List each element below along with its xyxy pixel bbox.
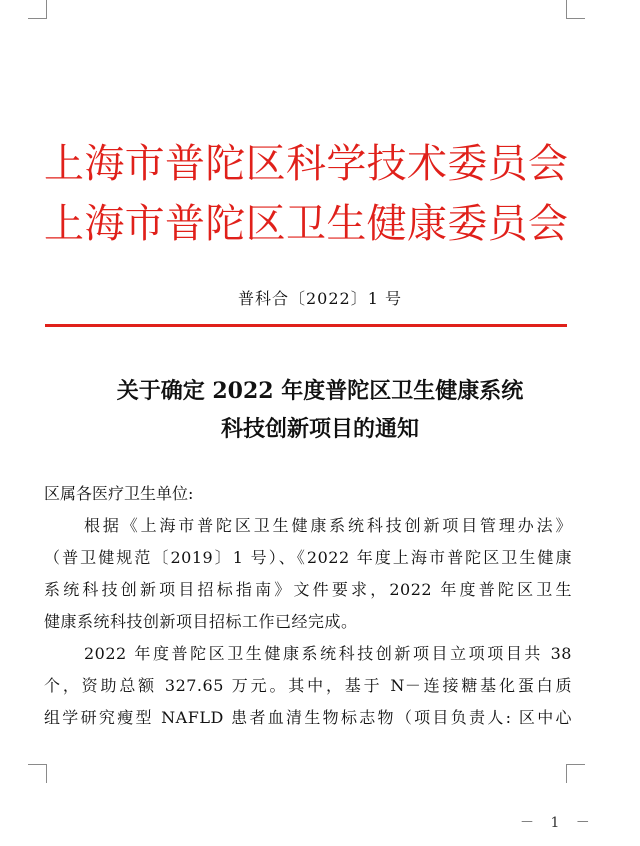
crop-mark-bottom-right <box>566 764 585 783</box>
salutation <box>44 478 572 510</box>
paragraph-1-line: 健康系统科技创新项目招标工作已经完成。 <box>44 612 358 631</box>
paragraph-1-line: （普卫健规范〔2019〕1 号）、《2022 年度上海市普陀区卫生健康 <box>44 548 572 567</box>
crop-mark-top-right <box>566 0 585 19</box>
title-line-1: 关于确定 2022 年度普陀区卫生健康系统 <box>116 378 524 404</box>
paragraph-2-line: 2022 年度普陀区卫生健康系统科技创新项目立项项目共 38 <box>84 644 572 663</box>
title-line-2: 科技创新项目的通知 <box>220 416 419 442</box>
paragraph-2 <box>44 638 572 734</box>
issuer-line-2: 上海市普陀区卫生健康委员会 <box>44 201 568 247</box>
crop-mark-top-left <box>28 0 47 19</box>
paragraph-1-line: 系统科技创新项目招标指南》文件要求，2022 年度普陀区卫生 <box>44 580 572 599</box>
issuer-line-1: 上海市普陀区科学技术委员会 <box>44 141 568 187</box>
document-number: 普科合〔2022〕1 号 <box>238 289 402 308</box>
paragraph-2-line: 组学研究瘦型 NAFLD 患者血清生物标志物（项目负责人: 区中心 <box>44 708 572 727</box>
salutation-text: 区属各医疗卫生单位: <box>44 484 194 503</box>
paragraph-1-line: 根据《上海市普陀区卫生健康系统科技创新项目管理办法》 <box>84 516 572 535</box>
page-number: － 1 － <box>520 815 596 831</box>
paragraph-1 <box>44 510 572 638</box>
crop-mark-bottom-left <box>28 764 47 783</box>
red-divider <box>45 324 567 327</box>
paragraph-2-line: 个，资助总额 327.65 万元。其中，基于 N－连接糖基化蛋白质 <box>44 676 572 695</box>
